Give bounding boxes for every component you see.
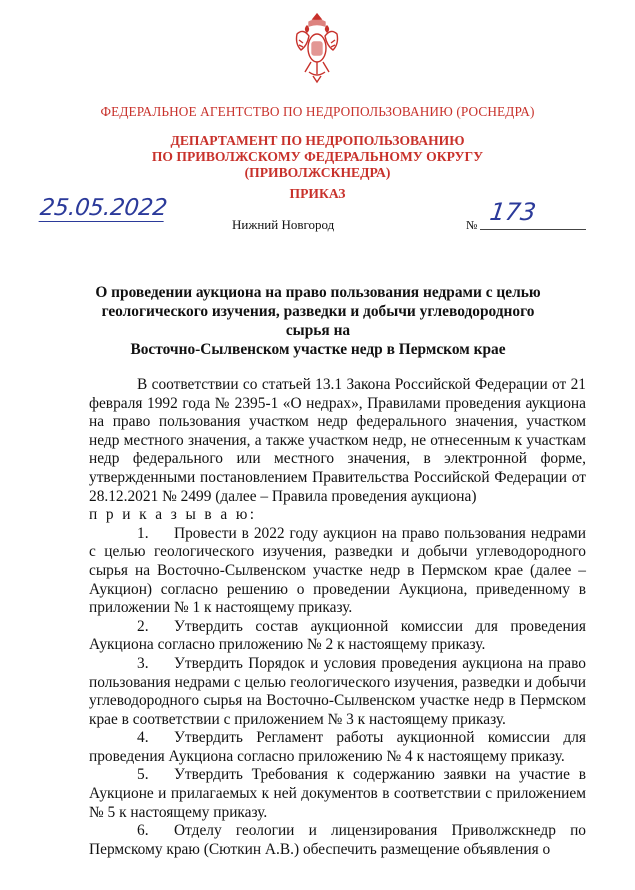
handwritten-number: 173: [488, 198, 538, 226]
title-line-1: О проведении аукциона на право пользования недрами с целью: [95, 284, 541, 301]
list-item: 4. Утвердить Регламент работы аукционной комиссии для проведения Аукциона согласно приложению № 4 к настоящему приказу.: [89, 729, 586, 765]
agency-name: ФЕДЕРАЛЬНОЕ АГЕНТСТВО ПО НЕДРОПОЛЬЗОВАНИЮ (РОСНЕДРА): [100, 104, 535, 119]
dept-line-2: ПО ПРИВОЛЖСКОМУ ФЕДЕРАЛЬНОМУ ОКРУГУ: [151, 149, 484, 164]
list-item: 2. Утвердить состав аукционной комиссии для проведения Аукциона согласно приложению № 2 к настоящему приказу.: [89, 617, 586, 654]
document-body: [89, 376, 586, 859]
number-label: №: [466, 218, 478, 232]
department-name: [0, 133, 635, 181]
intro-paragraph: В соответствии со статьей 13.1 Закона Российской Федерации от 21 февраля 1992 года № 2395-1 «О недрах», Правилами проведения аукциона на право пользования участком недр федерального значения, участком недр местного значения, а также участком недр, не отнесенным к участкам недр федерального или местного значения, в электронной форме, утвержденными постановлением Правительства Российской Федерации от 28.12.2021 № 2499 (далее – Правила проведения аукциона): [89, 376, 586, 505]
document-type: ПРИКАЗ: [289, 186, 346, 201]
coat-of-arms-icon: [293, 10, 341, 94]
document-title: [80, 283, 556, 359]
city: Нижний Новгород: [232, 217, 335, 232]
title-line-3: Восточно-Сылвенском участке недр в Пермском крае: [130, 341, 506, 358]
list-item: 6. Отделу геологии и лицензирования Приволжскнедр по Пермскому краю (Сюткин А.В.) обеспечить размещение объявления о: [89, 822, 586, 858]
handwritten-date: 25.05.2022: [38, 195, 169, 221]
number-underline: [480, 229, 586, 230]
title-line-2: геологического изучения, разведки и добычи углеводородного сырья на: [101, 303, 535, 339]
order-word: п р и к а з ы в а ю:: [89, 506, 257, 524]
dept-line-3: (ПРИВОЛЖСКНЕДРА): [244, 165, 391, 180]
list-item: 1. Провести в 2022 году аукцион на право пользования недрами с целью геологического изучения, разведки и добычи углеводородного сырья на Восточно-Сылвенском участке недр в Пермском крае (далее – Аукцион) согласно решению о проведении Аукциона, приведенному в приложении № 1 к настоящему приказу.: [89, 524, 586, 617]
list-item: 5. Утвердить Требования к содержанию заявки на участие в Аукционе и прилагаемых к ней документов в соответствии с приложением № 5 к настоящему приказу.: [89, 766, 586, 821]
dept-line-1: ДЕПАРТАМЕНТ ПО НЕДРОПОЛЬЗОВАНИЮ: [170, 133, 465, 148]
list-item: 3. Утвердить Порядок и условия проведения аукциона на право пользования недрами с целью геологического изучения, разведки и добычи углеводородного сырья на Восточно-Сылвенском участке недр в Пермском крае в соответствии с приложением № 3 к настоящему приказу.: [89, 654, 586, 728]
